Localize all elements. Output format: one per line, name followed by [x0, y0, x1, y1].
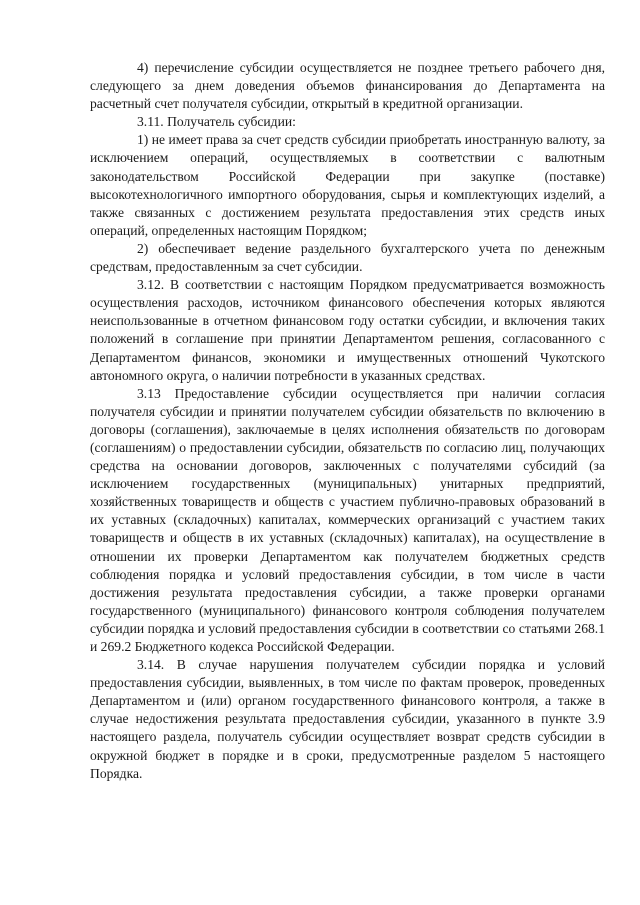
paragraph-3-12: 3.12. В соответствии с настоящим Порядком предусматривается возможность осуществления расходов, источником финансового обеспечения которых являются неиспользованные в отчетном финансовом году остатки субсидии, и включения таких положений в соглашение при принятии Департаментом решения, согласованного с Департаментом финансов, экономики и имущественных отношений Чукотского автономного округа, о наличии потребности в указанных средствах.	[90, 277, 605, 383]
paragraph-3-11-item-2: 2) обеспечивает ведение раздельного бухгалтерского учета по денежным средствам, предоставленным за счет субсидии.	[90, 240, 605, 275]
paragraph-3-11-heading: 3.11. Получатель субсидии:	[137, 114, 296, 130]
paragraph-3-14: 3.14. В случае нарушения получателем субсидии порядка и условий предоставления субсидии, выявленных, в том числе по фактам проверок, проведенных Департаментом и (или) органом государственного финансового контроля, а также в случае недостижения результата предоставления субсидии, указанного в пункте 3.9 настоящего раздела, получатель субсидии осуществляет возврат средств субсидии в окружной бюджет в порядке и в сроки, предусмотренные разделом 5 настоящего Порядка.	[90, 657, 605, 781]
document-body	[90, 59, 605, 783]
paragraph-3-11-item-1: 1) не имеет права за счет средств субсидии приобретать иностранную валюту, за исключением операций, осуществляемых в соответствии с валютным законодательством Российской Федерации при закупке (поставке) высокотехнологичного импортного оборудования, сырья и комплектующих изделий, а также связанных с достижением результата предоставления этих средств иных операций, определенных настоящим Порядком;	[90, 132, 605, 238]
paragraph-3-13: 3.13 Предоставление субсидии осуществляется при наличии согласия получателя субсидии и принятии получателем субсидии обязательств по включению в договоры (соглашения), заключаемые в целях исполнения обязательств по договорам (соглашениям) о предоставлении субсидии, обязательств по согласию лиц, получающих средства на основании договоров, заключенных с получателями субсидий (за исключением государственных (муниципальных) унитарных предприятий, хозяйственных товариществ и обществ с участием публично-правовых образований в их уставных (складочных) капиталах, коммерческих организаций с участием таких товариществ и обществ в их уставных (складочных) капиталах), на осуществление в отношении их проверки Департаментом как получателем бюджетных средств соблюдения порядка и условий предоставления субсидии, в том числе в части достижения результата предоставления субсидии, а также проверки органами государственного (муниципального) финансового контроля соблюдения получателем субсидии порядка и условий предоставления субсидии в соответствии со статьями 268.1 и 269.2 Бюджетного кодекса Российской Федерации.	[90, 385, 605, 654]
paragraph-subsidy-transfer: 4) перечисление субсидии осуществляется не позднее третьего рабочего дня, следующего за днем доведения объемов финансирования до Департамента на расчетный счет получателя субсидии, открытый в кредитной организации.	[90, 60, 605, 112]
